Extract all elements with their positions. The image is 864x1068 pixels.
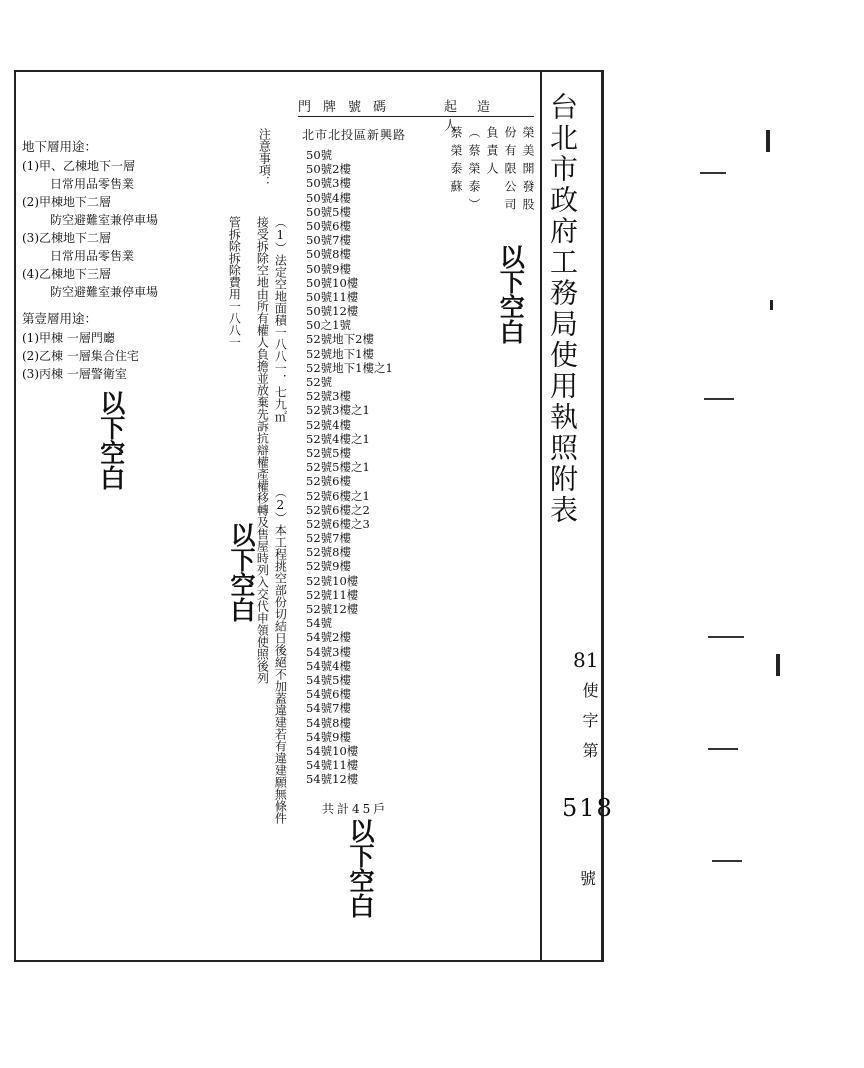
address-item: 52號12樓 (306, 602, 359, 616)
address-item: 52號3樓之1 (306, 403, 370, 418)
address-item: 54號2樓 (306, 630, 351, 645)
scan-mark (770, 300, 773, 310)
address-item: 54號3樓 (306, 644, 351, 659)
address-item: 50號3樓 (306, 176, 351, 191)
address-item: 52號4樓 (306, 417, 351, 432)
address-item: 52號11樓 (306, 587, 359, 602)
address-item: 52號6樓 (306, 474, 351, 489)
address-item: 54號8樓 (306, 715, 351, 730)
address-item: 50之1號 (306, 318, 351, 333)
address-item: 52號6樓之1 (306, 488, 370, 503)
applicant-col-4: （蔡榮泰） (467, 126, 482, 216)
table-header (298, 96, 534, 134)
note-3: 接受拆除空地由所有權人負擔並放棄先訴抗辯權產權移轉及售屋時列入交代申領使照後列 (255, 216, 270, 684)
address-item: 52號5樓 (306, 445, 351, 460)
applicant-col-2: 份有限公司 (503, 126, 518, 216)
stamp-blank-left: 以下空白 (96, 390, 126, 490)
scan-dash (712, 860, 742, 862)
address-item: 52號8樓 (306, 545, 351, 560)
address-item: 52號5樓之1 (306, 460, 370, 475)
address-item: 52號4樓之1 (306, 431, 370, 446)
address-item: 54號5樓 (306, 672, 351, 687)
address-item: 54號10樓 (306, 743, 359, 758)
address-item: 50號2樓 (306, 162, 351, 177)
address-item: 54號9樓 (306, 729, 351, 744)
scan-mark (776, 654, 780, 676)
address-item: 50號4樓 (306, 190, 351, 205)
document-title: 台北市政府工務局使用執照附表 (546, 92, 579, 526)
permit-year: 81 (573, 648, 599, 672)
address-item: 54號6樓 (306, 687, 351, 702)
address-list (306, 148, 393, 786)
permit-suffix: 號 (580, 869, 597, 888)
basement-line-8: 防空避難室兼停車場 (50, 284, 159, 299)
permit-prefix: 使字第 (580, 682, 599, 772)
address-item: 50號8樓 (306, 247, 351, 262)
address-item: 52號地下2樓 (306, 332, 374, 347)
address-item: 50號11樓 (306, 289, 359, 304)
address-item: 52號 (306, 375, 333, 389)
address-item: 54號11樓 (306, 758, 359, 773)
note-4: 管拆除拆除費用一八八一 (227, 216, 242, 348)
basement-line-2: 日常用品零售業 (50, 176, 135, 191)
basement-line-4: 防空避難室兼停車場 (50, 212, 159, 227)
scan-dash (700, 172, 726, 174)
address-item: 52號3樓 (306, 389, 351, 404)
applicant-col-1: 榮美開發股 (521, 126, 536, 216)
address-item: 52號7樓 (306, 531, 351, 546)
address-item: 50號5樓 (306, 204, 351, 219)
address-item: 54號4樓 (306, 658, 351, 673)
scan-dash (708, 748, 738, 750)
stamp-blank-notes: 以下空白 (227, 522, 256, 622)
applicant-col-5: 蔡榮泰蘇 (449, 126, 464, 198)
basement-line-1: (1)甲、乙棟地下一層 (22, 158, 135, 173)
first-floor-line-3: (3)丙棟 一層警衛室 (22, 366, 127, 381)
address-item: 50號9樓 (306, 261, 351, 276)
address-item: 50號12樓 (306, 304, 359, 319)
address-item: 52號地下1樓之1 (306, 360, 393, 375)
address-item: 54號7樓 (306, 701, 351, 716)
permit-number: 518 (562, 794, 614, 822)
address-street: 北市北投區新興路 (302, 128, 407, 142)
address-item: 50號6樓 (306, 218, 351, 233)
basement-usage (22, 138, 158, 301)
note-1: （1）法定空地面積一八八一．七九㎡ (273, 216, 288, 422)
basement-line-7: (4)乙棟地下三層 (22, 266, 111, 281)
first-floor-line-1: (1)甲棟 一層門廳 (22, 330, 115, 345)
basement-line-6: 日常用品零售業 (50, 248, 135, 263)
notes-heading: 注意事項： (257, 128, 272, 188)
first-floor-line-2: (2)乙棟 一層集合住宅 (22, 348, 139, 363)
header-address: 門牌號碼 (298, 100, 399, 115)
address-item: 54號12樓 (306, 772, 359, 787)
basement-line-3: (2)甲棟地下二層 (22, 194, 111, 209)
note-2: （2）本工程挑空部份切結日後絕不加蓋違建若有違建願無條件 (273, 486, 288, 824)
basement-title: 地下層用途： (22, 139, 98, 154)
applicant-col-3: 負責人 (485, 126, 500, 180)
address-item: 50號 (306, 148, 333, 162)
scan-dash (704, 398, 734, 400)
address-item: 52號6樓之3 (306, 516, 370, 531)
address-item: 54號 (306, 616, 333, 631)
address-item: 52號9樓 (306, 559, 351, 574)
stamp-blank-middle: 以下空白 (346, 818, 375, 918)
address-item: 50號7樓 (306, 233, 351, 248)
address-item: 52號地下1樓 (306, 346, 374, 361)
header-applicant: 起造人 (444, 100, 511, 134)
first-floor-title: 第壹層用途： (22, 311, 98, 326)
first-floor-usage (22, 310, 139, 383)
address-item: 52號6樓之2 (306, 502, 370, 517)
address-item: 50號10樓 (306, 275, 359, 290)
stamp-blank-right: 以下空白 (496, 244, 526, 344)
total-units: 共計45戶 (322, 802, 389, 816)
scan-mark (766, 130, 770, 152)
address-item: 52號10樓 (306, 573, 359, 588)
scan-dash (708, 636, 744, 638)
basement-line-5: (3)乙棟地下二層 (22, 230, 111, 245)
